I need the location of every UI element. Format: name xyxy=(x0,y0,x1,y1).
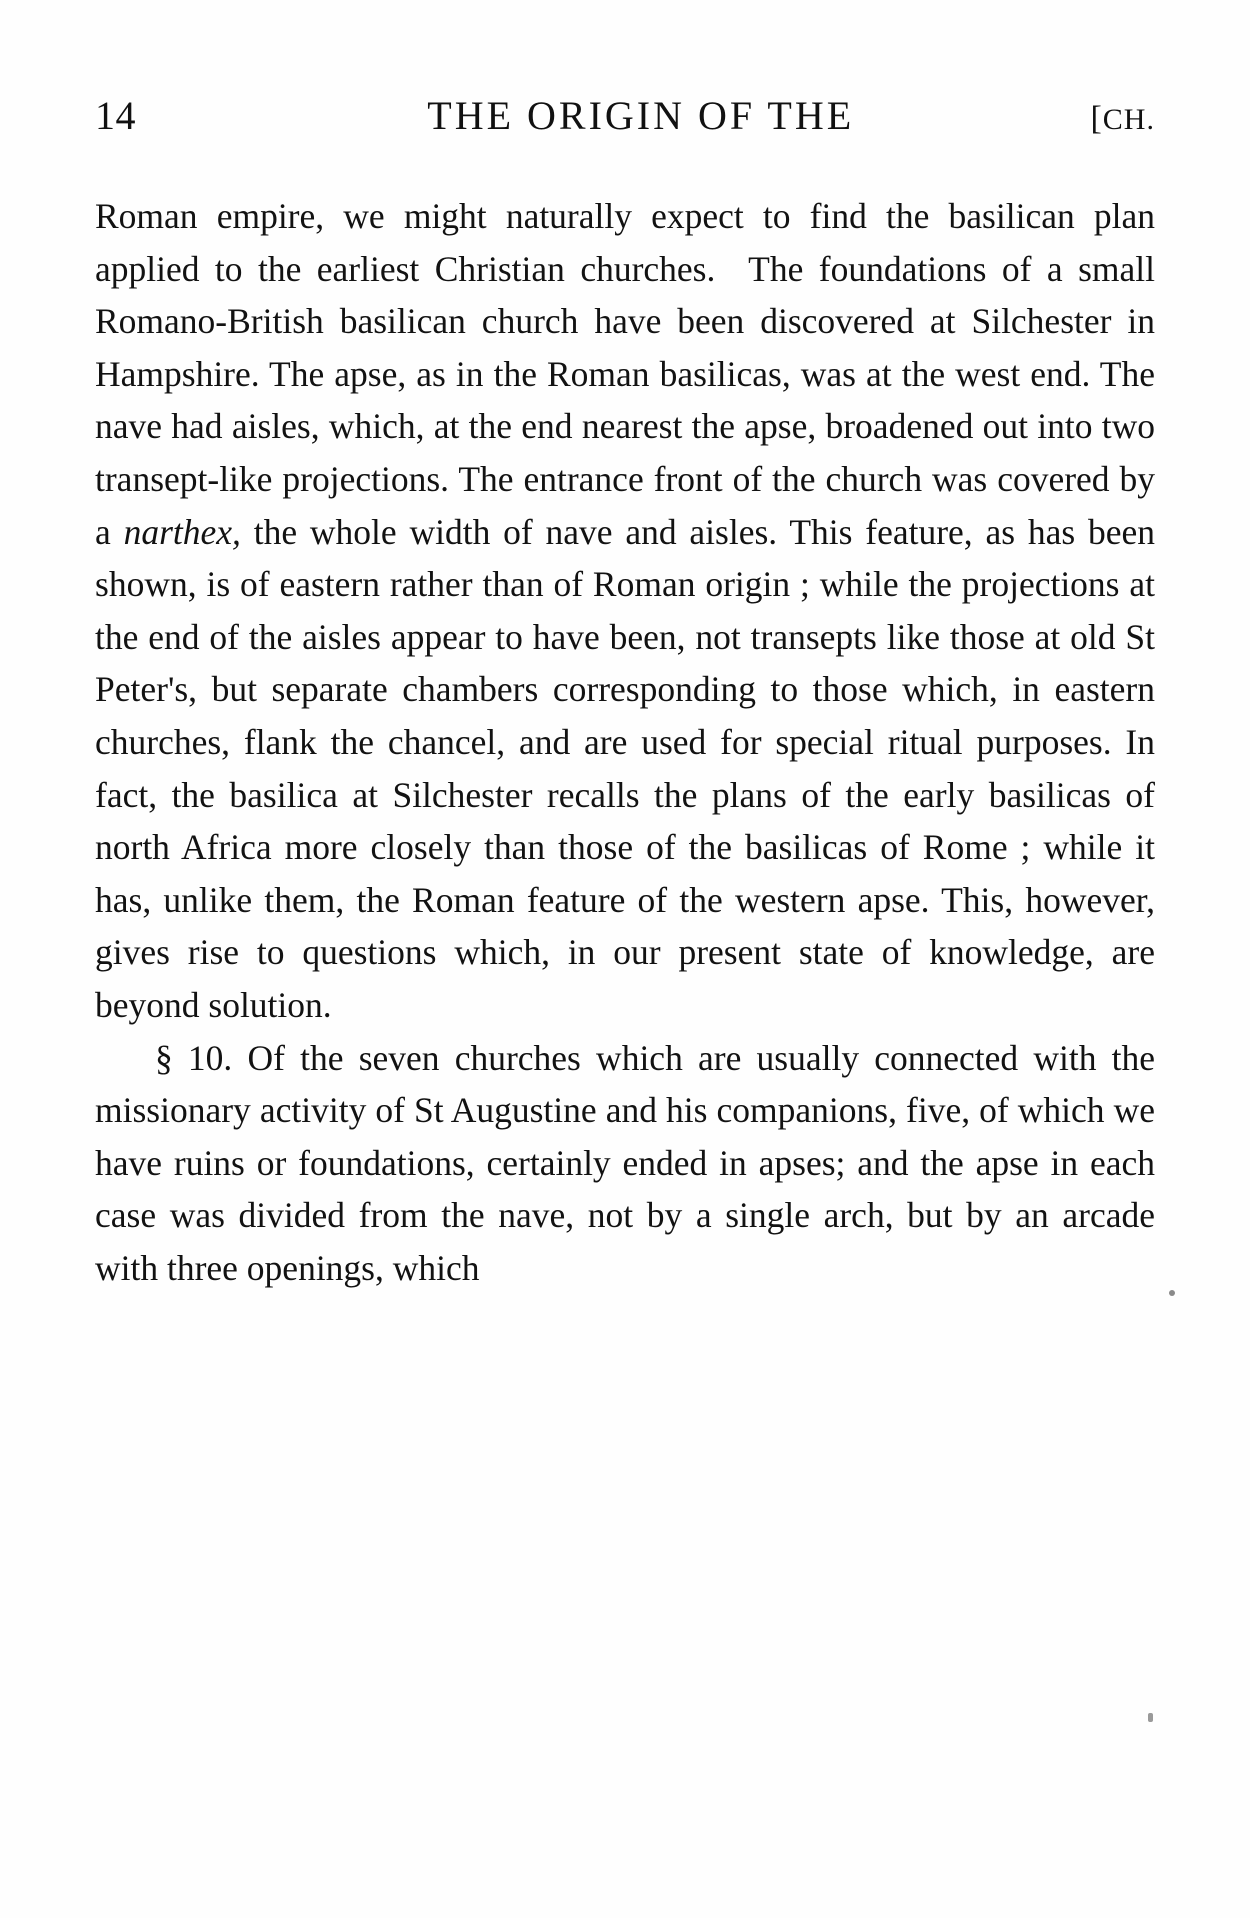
page-number: 14 xyxy=(95,93,136,138)
page-speck xyxy=(1148,1713,1153,1722)
text-run: Of the seven churches which are usually connected with the missionary activity of St Augustine and his companions, five, of which we have ruins or foundations, certainly ended in apses; and the apse in each case was divided from the nave, not by a single arch, but by an arcade with three openings, which xyxy=(95,1037,1155,1288)
text-run: the whole width of nave and aisles. xyxy=(240,511,778,552)
text-run: The entrance front of the church was covered by a xyxy=(95,458,1155,552)
paragraph-continued xyxy=(95,190,1155,1032)
running-title: THE ORIGIN OF THE xyxy=(427,93,855,138)
text-run: The foundations of a small Romano-British basilican church have been discovered at Silchester in Hampshire. xyxy=(95,248,1155,394)
text-run: Roman empire, we might naturally expect to find the basilican plan applied to the earliest Christian churches. xyxy=(95,196,1155,289)
text-run: The apse, as in the Roman basilicas, was at the west end. xyxy=(259,353,1091,394)
chapter-marker xyxy=(1090,100,1155,138)
text-run: This, however, gives rise to questions which, in our present state of knowledge, are beyond solution. xyxy=(95,879,1155,1025)
page-speck xyxy=(1169,1290,1175,1296)
text-run: The nave had aisles, which, at the end nearest the apse, broadened out into two transept-like projections. xyxy=(95,353,1155,499)
chapter-marker-label: CH. xyxy=(1102,103,1155,136)
paragraph-section-10 xyxy=(95,1032,1155,1295)
chapter-marker-bracket: [ xyxy=(1090,100,1103,137)
italic-term-narthex: narthex, xyxy=(123,511,241,552)
section-number: § 10. xyxy=(155,1037,233,1078)
body-text xyxy=(95,190,1155,1294)
text-run: This feature, as has been shown, is of eastern rather than of Roman origin ; while the projections at the end of the aisles appear to have been, not transepts like those at old St Peter's, but separate chambers corresponding to those which, in eastern churches, flank the chancel, and are used for special ritual purposes. xyxy=(95,511,1156,762)
text-run: In fact, the basilica at Silchester recalls the plans of the early basilicas of north Africa more closely than those of the basilicas of Rome ; while it has, unlike them, the Roman feature of the western apse. xyxy=(95,721,1156,920)
page-header xyxy=(95,92,1155,139)
